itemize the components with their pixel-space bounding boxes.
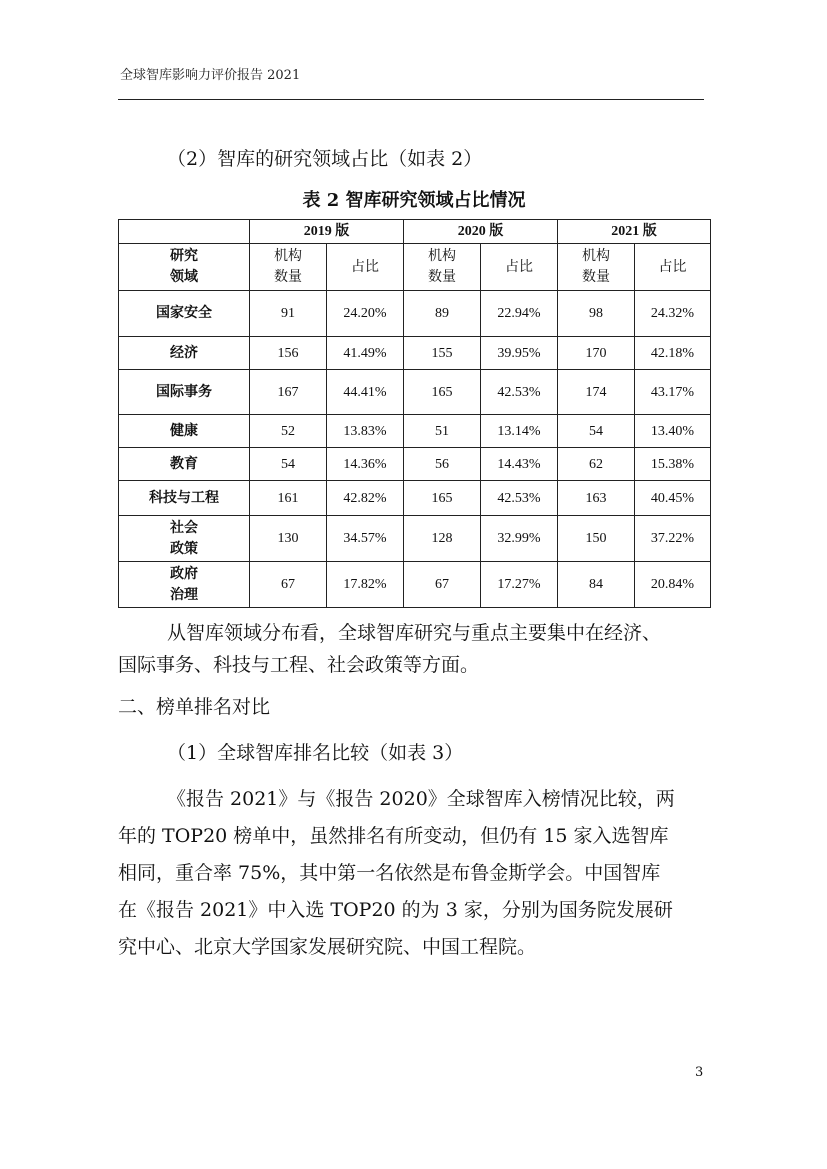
count-header-2019: 机构 数量 bbox=[250, 244, 327, 291]
table-row bbox=[119, 291, 711, 337]
share-cell: 24.20% bbox=[327, 291, 404, 337]
share-cell: 42.53% bbox=[481, 481, 558, 516]
count-cell: 54 bbox=[558, 415, 635, 448]
count-cell: 91 bbox=[250, 291, 327, 337]
count-cell: 67 bbox=[404, 562, 481, 608]
sub-heading-table3: （1）全球智库排名比较（如表 3） bbox=[167, 742, 464, 764]
paragraph-2-line-4: 在《报告 2021》中入选 TOP20 的为 3 家，分别为国务院发展研 bbox=[118, 899, 673, 921]
count-cell: 156 bbox=[250, 337, 327, 370]
share-cell: 44.41% bbox=[327, 370, 404, 415]
share-cell: 37.22% bbox=[635, 516, 711, 562]
table-row bbox=[119, 448, 711, 481]
count-header-2020: 机构 数量 bbox=[404, 244, 481, 291]
count-cell: 67 bbox=[250, 562, 327, 608]
field-name-cell: 国际事务 bbox=[119, 370, 250, 415]
share-cell: 42.82% bbox=[327, 481, 404, 516]
count-cell: 62 bbox=[558, 448, 635, 481]
share-cell: 13.83% bbox=[327, 415, 404, 448]
share-header-2019: 占比 bbox=[327, 244, 404, 291]
share-cell: 43.17% bbox=[635, 370, 711, 415]
sub-heading-table2: （2）智库的研究领域占比（如表 2） bbox=[167, 148, 483, 170]
field-name-cell: 健康 bbox=[119, 415, 250, 448]
count-cell: 165 bbox=[404, 370, 481, 415]
count-cell: 51 bbox=[404, 415, 481, 448]
edition-2021-header: 2021 版 bbox=[558, 220, 711, 244]
field-header: 研究 领域 bbox=[119, 244, 250, 291]
page-number: 3 bbox=[695, 1065, 704, 1080]
share-cell: 42.18% bbox=[635, 337, 711, 370]
count-cell: 84 bbox=[558, 562, 635, 608]
share-cell: 15.38% bbox=[635, 448, 711, 481]
share-cell: 14.36% bbox=[327, 448, 404, 481]
count-cell: 128 bbox=[404, 516, 481, 562]
share-cell: 41.49% bbox=[327, 337, 404, 370]
table-row bbox=[119, 562, 711, 608]
share-cell: 17.82% bbox=[327, 562, 404, 608]
share-header-2020: 占比 bbox=[481, 244, 558, 291]
paragraph-1-line-1: 从智库领域分布看，全球智库研究与重点主要集中在经济、 bbox=[167, 622, 662, 644]
field-name-cell: 教育 bbox=[119, 448, 250, 481]
research-field-table bbox=[118, 219, 711, 608]
share-header-2021: 占比 bbox=[635, 244, 711, 291]
paragraph-2-line-3: 相同，重合率 75%，其中第一名依然是布鲁金斯学会。中国智库 bbox=[118, 862, 661, 884]
share-cell: 22.94% bbox=[481, 291, 558, 337]
paragraph-2-line-1: 《报告 2021》与《报告 2020》全球智库入榜情况比较，两 bbox=[167, 788, 675, 810]
paragraph-1-line-2: 国际事务、科技与工程、社会政策等方面。 bbox=[118, 654, 480, 676]
count-cell: 165 bbox=[404, 481, 481, 516]
count-cell: 163 bbox=[558, 481, 635, 516]
share-cell: 14.43% bbox=[481, 448, 558, 481]
count-cell: 52 bbox=[250, 415, 327, 448]
share-cell: 17.27% bbox=[481, 562, 558, 608]
count-cell: 155 bbox=[404, 337, 481, 370]
paragraph-2-line-2: 年的 TOP20 榜单中，虽然排名有所变动，但仍有 15 家入选智库 bbox=[118, 825, 669, 847]
count-cell: 150 bbox=[558, 516, 635, 562]
count-cell: 56 bbox=[404, 448, 481, 481]
table-row bbox=[119, 337, 711, 370]
field-name-cell: 政府 治理 bbox=[119, 562, 250, 608]
edition-2020-header: 2020 版 bbox=[404, 220, 558, 244]
table-caption: 表 2 智库研究领域占比情况 bbox=[302, 190, 526, 211]
corner-cell bbox=[119, 220, 250, 244]
count-cell: 130 bbox=[250, 516, 327, 562]
count-cell: 54 bbox=[250, 448, 327, 481]
field-name-cell: 社会 政策 bbox=[119, 516, 250, 562]
share-cell: 34.57% bbox=[327, 516, 404, 562]
table-row bbox=[119, 370, 711, 415]
share-cell: 20.84% bbox=[635, 562, 711, 608]
field-name-cell: 经济 bbox=[119, 337, 250, 370]
table-row bbox=[119, 516, 711, 562]
table-row bbox=[119, 481, 711, 516]
share-cell: 39.95% bbox=[481, 337, 558, 370]
field-name-cell: 科技与工程 bbox=[119, 481, 250, 516]
paragraph-2-line-5: 究中心、北京大学国家发展研究院、中国工程院。 bbox=[118, 936, 537, 958]
header-rule bbox=[118, 99, 704, 100]
share-cell: 32.99% bbox=[481, 516, 558, 562]
table-row bbox=[119, 415, 711, 448]
count-cell: 170 bbox=[558, 337, 635, 370]
running-header: 全球智库影响力评价报告 2021 bbox=[120, 68, 301, 83]
share-cell: 42.53% bbox=[481, 370, 558, 415]
share-cell: 24.32% bbox=[635, 291, 711, 337]
count-header-2021: 机构 数量 bbox=[558, 244, 635, 291]
share-cell: 40.45% bbox=[635, 481, 711, 516]
edition-2019-header: 2019 版 bbox=[250, 220, 404, 244]
share-cell: 13.40% bbox=[635, 415, 711, 448]
count-cell: 98 bbox=[558, 291, 635, 337]
share-cell: 13.14% bbox=[481, 415, 558, 448]
count-cell: 89 bbox=[404, 291, 481, 337]
section-heading: 二、榜单排名对比 bbox=[118, 696, 271, 718]
count-cell: 167 bbox=[250, 370, 327, 415]
count-cell: 174 bbox=[558, 370, 635, 415]
count-cell: 161 bbox=[250, 481, 327, 516]
field-name-cell: 国家安全 bbox=[119, 291, 250, 337]
